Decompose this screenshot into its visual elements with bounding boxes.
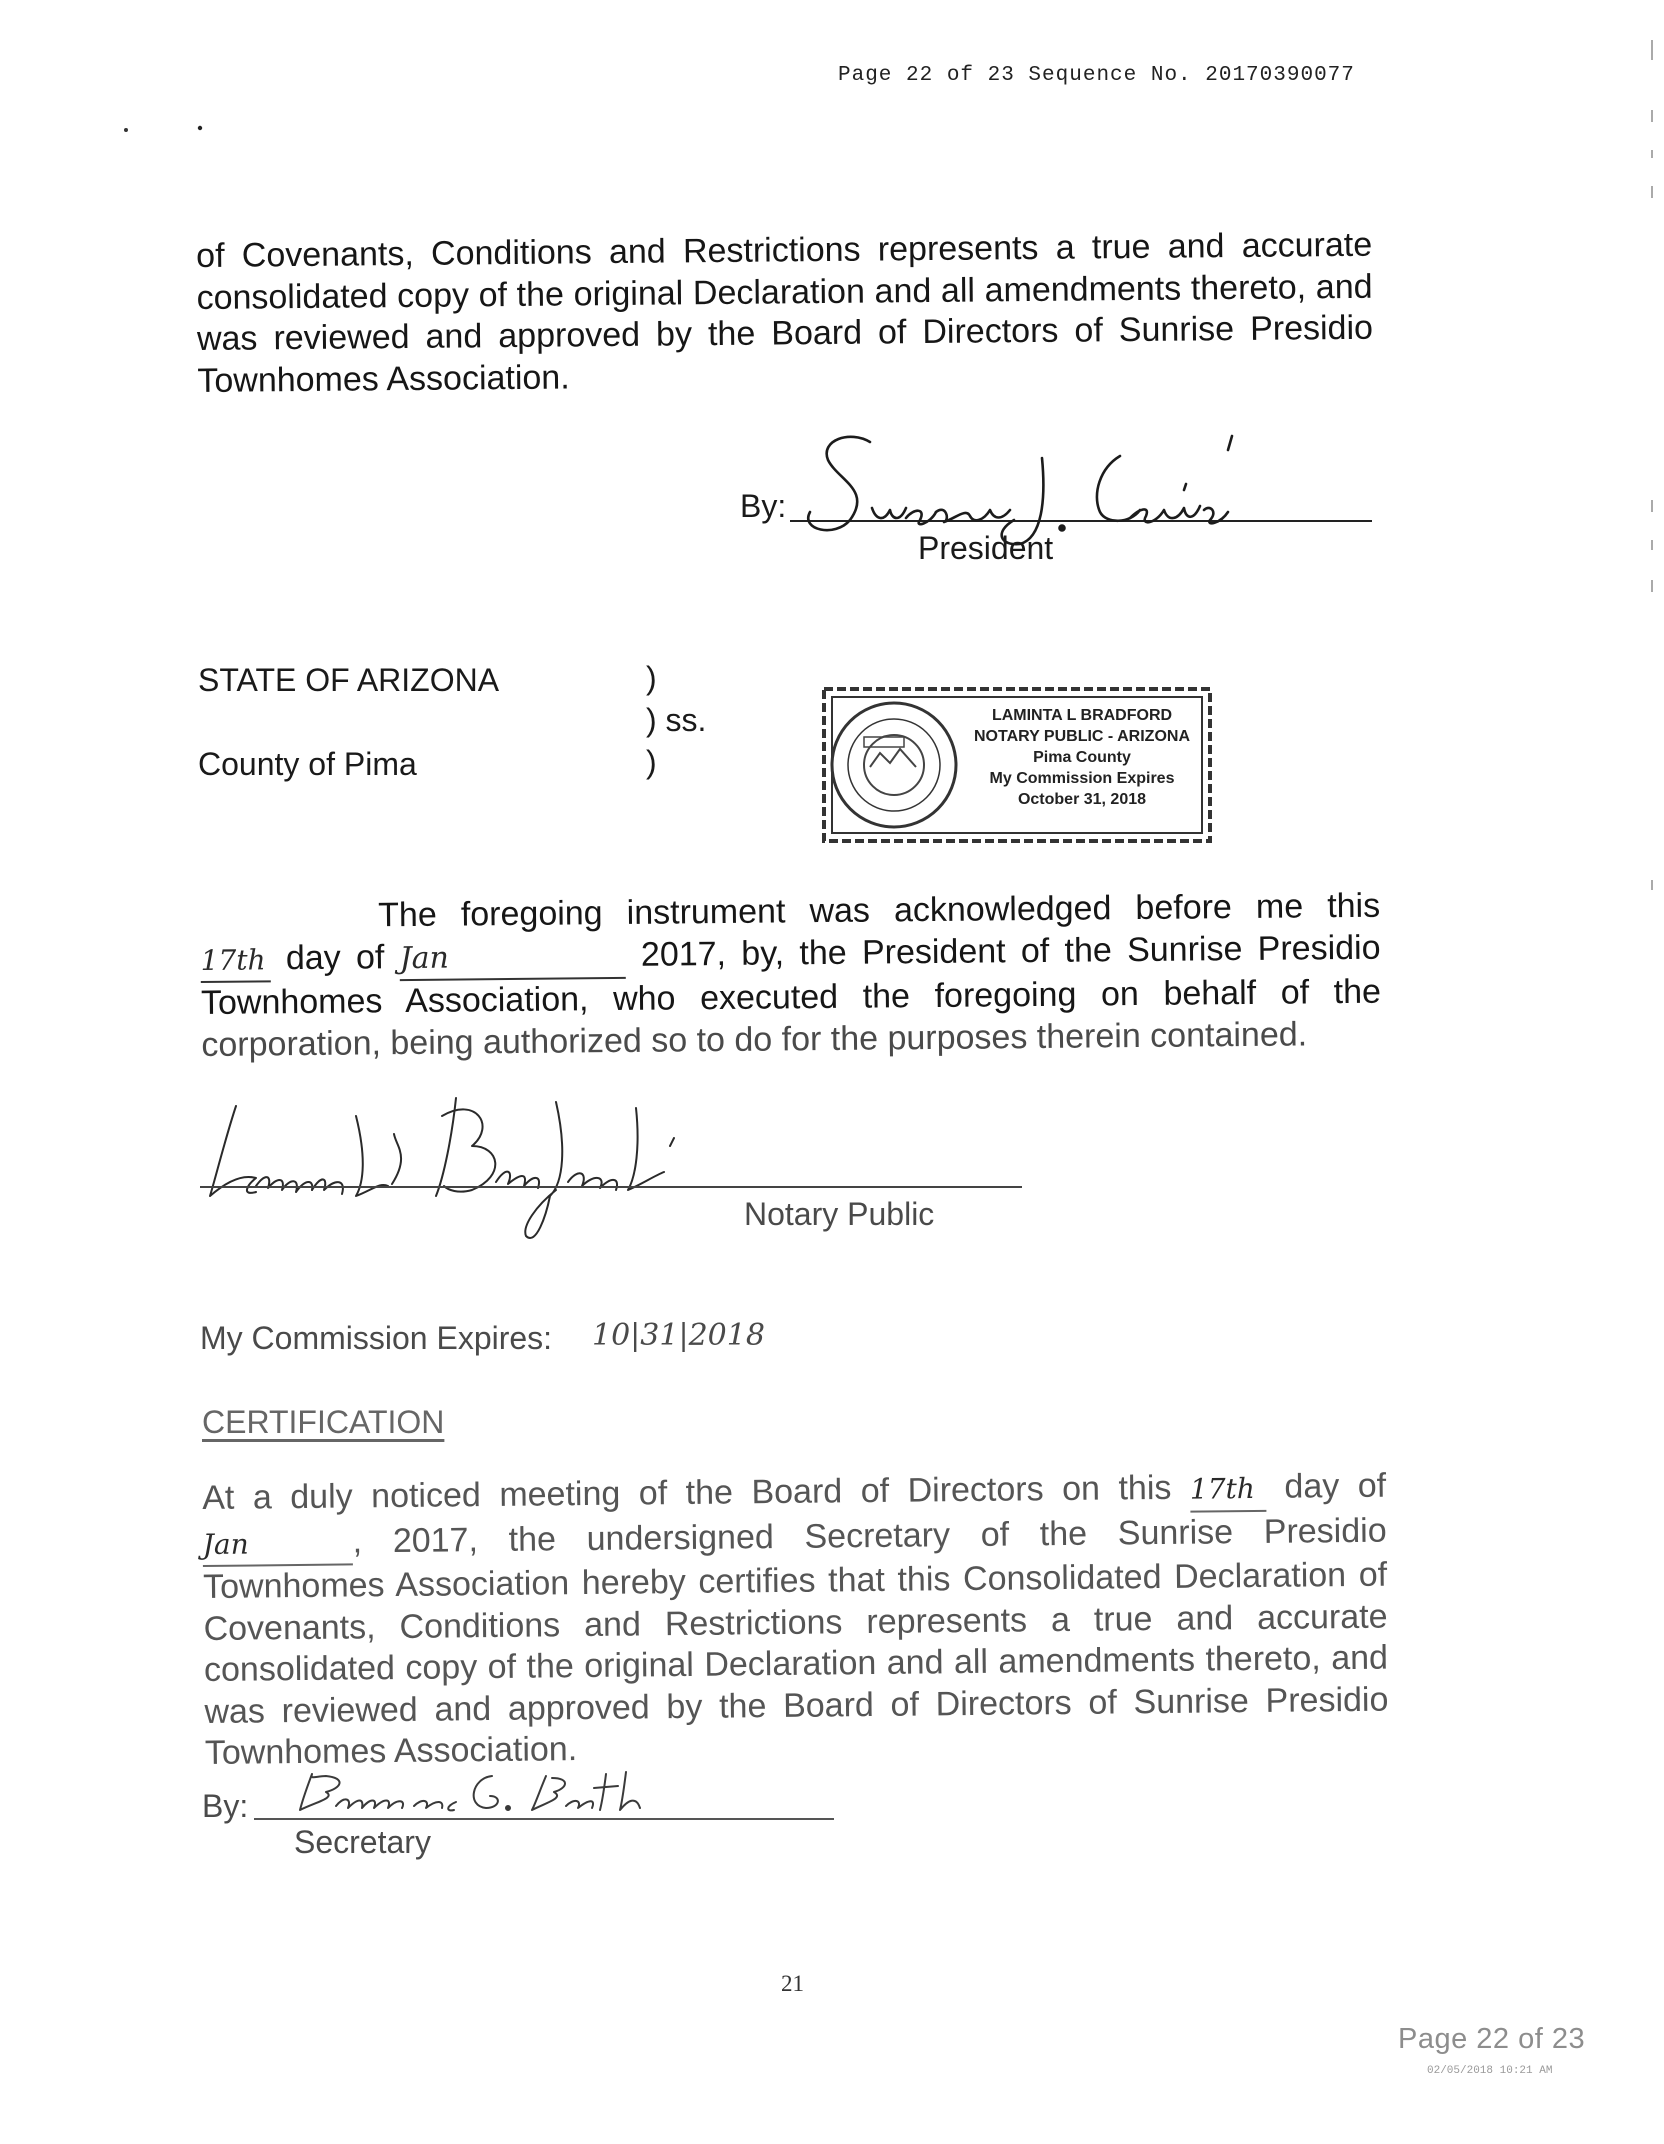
by-label: By: xyxy=(740,488,787,524)
venue-paren-ss: ) ss. xyxy=(646,702,707,738)
ack-line1: The foregoing instrument was acknowledged before me this xyxy=(378,886,1381,935)
ack-line3: Townhomes Association, who executed the foregoing on behalf of the xyxy=(200,972,1382,1022)
stamp-county: Pima County xyxy=(1033,749,1131,766)
commission-expires-value: 10|31|2018 xyxy=(592,1318,765,1353)
cert-day-fill: 17th xyxy=(1190,1468,1266,1512)
stamp-name: LAMINTA L BRADFORD xyxy=(991,707,1173,724)
cert-month-fill: Jan xyxy=(202,1522,352,1567)
acknowledgment-paragraph xyxy=(200,886,1382,1066)
secretary-signature xyxy=(296,1762,716,1822)
header-sequence: Page 22 of 23 Sequence No. 20170390077 xyxy=(838,64,1355,87)
secretary-title: Secretary xyxy=(294,1824,431,1860)
stamp-commission-label: My Commission Expires xyxy=(989,770,1175,787)
commission-expires-label: My Commission Expires: xyxy=(200,1320,553,1356)
ack-line2: 2017, by, the President of the Sunrise Presidio xyxy=(640,928,1381,974)
page-number: 21 xyxy=(781,1971,804,1996)
ack-day-of: day of xyxy=(285,937,385,977)
footer-page-of: Page 22 of 23 xyxy=(1398,2023,1586,2055)
cert-body: , 2017, the undersigned Secretary of the Sunrise Presidio Townhomes Association hereby certifies that this Consolidated Declaration of Covenants, Conditions and Restrictions represents a true and accurate consolidated copy of the original Declaration and all amendments thereto, and was reviewed and approved by the Board of Directors of Sunrise Presidio Townhomes Association. xyxy=(202,1511,1389,1772)
ack-month-fill: Jan xyxy=(399,935,625,981)
declaration-paragraph: of Covenants, Conditions and Restrictions represents a true and accurate consolidated copy of the original Declaration and all amendments thereto, and was reviewed and approved by the Board of Directors of Sunrise Presidio Townhomes Association. xyxy=(196,225,1374,400)
notary-signature-line xyxy=(200,1186,1022,1188)
stamp-title: NOTARY PUBLIC - ARIZONA xyxy=(974,728,1190,745)
notary-signature xyxy=(196,1086,776,1256)
cert-day-of: day of xyxy=(1284,1466,1387,1506)
stamp-expires: October 31, 2018 xyxy=(1017,791,1147,808)
scan-edge-marks xyxy=(1638,0,1664,2144)
venue-paren-top: ) xyxy=(646,660,657,696)
county-label: County of Pima xyxy=(198,746,417,782)
ack-line4: corporation, being authorized so to do for the purposes therein contained. xyxy=(201,1014,1308,1064)
cert-intro: At a duly noticed meeting of the Board of Directors on this xyxy=(202,1468,1172,1517)
notary-stamp xyxy=(818,683,1216,847)
certification-paragraph xyxy=(202,1466,1389,1775)
state-label: STATE OF ARIZONA xyxy=(198,662,500,698)
secretary-by-label: By: xyxy=(202,1788,249,1824)
venue-paren-bottom: ) xyxy=(646,744,657,780)
certification-heading: CERTIFICATION xyxy=(202,1404,445,1440)
notary-label: Notary Public xyxy=(744,1196,935,1232)
president-title: President xyxy=(918,530,1054,566)
ack-day-fill: 17th xyxy=(200,939,270,983)
scan-specks xyxy=(120,118,210,138)
footer-timestamp: 02/05/2018 10:21 AM xyxy=(1427,2065,1553,2077)
